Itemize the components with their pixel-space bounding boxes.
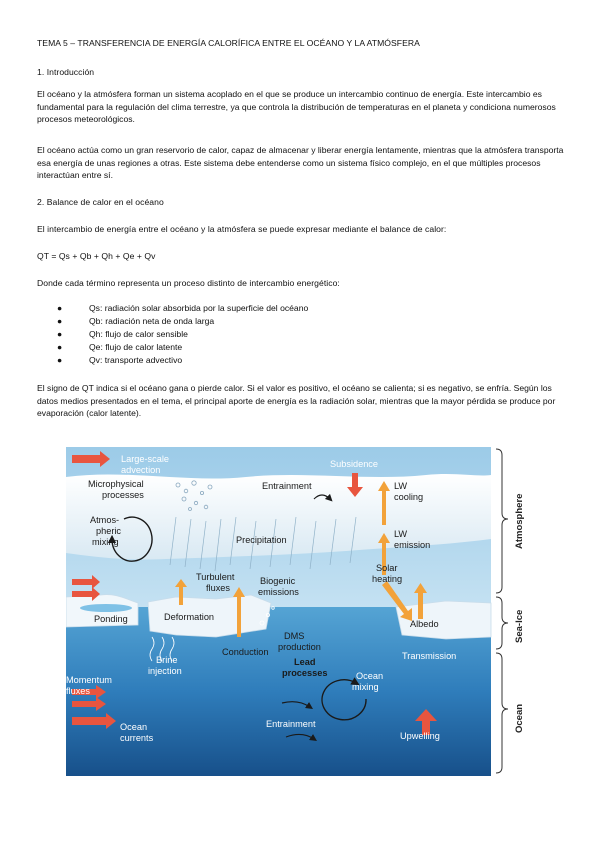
label-side-atmosphere: Atmosphere — [514, 493, 525, 549]
label-ocean-mixing-1: Ocean — [356, 671, 384, 681]
label-dms: DMS — [284, 631, 305, 641]
list-item: ● Qe: flujo de calor latente — [37, 341, 537, 354]
label-transmission: Transmission — [402, 651, 457, 661]
bullet-icon: ● — [57, 355, 63, 366]
label-lw-cooling-2: cooling — [394, 492, 424, 502]
melt-pond — [80, 604, 132, 612]
label-entrainment-top: Entrainment — [262, 481, 312, 491]
terms-list — [37, 302, 537, 367]
label-lw-emission-1: LW — [394, 529, 408, 539]
heat-balance-equation: QT = Qs + Qb + Qh + Qe + Qv — [37, 251, 156, 261]
label-lead: Lead — [294, 657, 316, 667]
label-ponding: Ponding — [94, 614, 128, 624]
label-upwelling: Upwelling — [400, 731, 440, 741]
label-lead-processes: processes — [282, 668, 328, 678]
label-atmos: Atmos- — [90, 515, 120, 525]
list-item: ● Qs: radiación solar absorbida por la superficie del océano — [37, 302, 537, 315]
document-title: TEMA 5 – TRANSFERENCIA DE ENERGÍA CALORÍFICA ENTRE EL OCÉANO Y LA ATMÓSFERA — [37, 38, 420, 48]
label-advection: advection — [121, 465, 161, 475]
label-momentum: Momentum — [66, 675, 112, 685]
domain-brackets — [496, 449, 508, 773]
intro-paragraph-1: El océano y la atmósfera forman un sistema acoplado en el que se produce un intercambio continuo de energía. Este intercambio es fundamental para la regulación del clima terrestre, ya que controla la distribución de temperaturas en el planeta y condiciona numerosos procesos meteorológicos. — [37, 89, 556, 125]
bullet-icon: ● — [57, 316, 63, 327]
label-ocean-currents-1: Ocean — [120, 722, 148, 732]
label-lw-cooling-1: LW — [394, 481, 408, 491]
list-item: ● Qv: transporte advectivo — [37, 354, 537, 367]
label-deformation: Deformation — [164, 612, 215, 622]
section-2-heading: 2. Balance de calor en el océano — [37, 197, 164, 207]
figure-illustration — [66, 447, 534, 776]
label-side-ocean: Ocean — [514, 703, 525, 733]
balance-intro: El intercambio de energía entre el océano y la atmósfera se puede expresar mediante el balance de calor: — [37, 224, 447, 234]
bullet-icon: ● — [57, 329, 63, 340]
label-turbulent: Turbulent — [196, 572, 235, 582]
label-entrainment-bottom: Entrainment — [266, 719, 316, 729]
label-production: production — [278, 642, 321, 652]
label-microphysical: Microphysical — [88, 479, 144, 489]
bullet-icon: ● — [57, 303, 63, 313]
label-momentum-fluxes: fluxes — [66, 686, 91, 696]
label-biogenic: Biogenic — [260, 576, 296, 586]
label-lw-emission-2: emission — [394, 540, 431, 550]
label-large-scale: Large-scale — [121, 454, 170, 464]
label-precipitation: Precipitation — [236, 535, 287, 545]
section-1-heading: 1. Introducción — [37, 67, 95, 77]
label-ocean-currents-2: currents — [120, 733, 154, 743]
intro-paragraph-2: El océano actúa como un gran reservorio de calor, capaz de almacenar y liberar energía lentamente, mientras que la atmósfera transporta esa energía de unas regiones a otras. Este sistema debe entenderse como un sistema físico complejo, en el que múltiples procesos interactúan entre sí. — [37, 145, 564, 181]
label-side-seaice: Sea-Ice — [514, 609, 525, 643]
label-emissions: emissions — [258, 587, 299, 597]
label-mixing: mixing — [92, 537, 119, 547]
list-item: ● Qb: radiación neta de onda larga — [37, 315, 537, 328]
ocean-atmosphere-figure — [66, 447, 534, 776]
terms-intro: Donde cada término representa un proceso distinto de intercambio energético: — [37, 278, 340, 288]
label-injection: injection — [148, 666, 182, 676]
list-item: ● Qh: flujo de calor sensible — [37, 328, 537, 341]
label-conduction: Conduction — [222, 647, 269, 657]
label-brine: Brine — [156, 655, 178, 665]
label-fluxes: fluxes — [206, 583, 231, 593]
label-ocean-mixing-2: mixing — [352, 682, 379, 692]
label-albedo: Albedo — [410, 619, 439, 629]
label-subsidence: Subsidence — [330, 459, 379, 469]
conclusion-paragraph: El signo de QT indica si el océano gana o pierde calor. Si el valor es positivo, el océano se calienta; si es negativo, se enfría. Según los datos medios presentados en el tema, el principal aporte de energía es la radiación solar, mientras que la mayor pérdida se produce por evaporación (calor latente). — [37, 383, 556, 419]
label-solar: Solar — [376, 563, 398, 573]
label-heating: heating — [372, 574, 403, 584]
label-processes: processes — [102, 490, 144, 500]
bullet-icon: ● — [57, 342, 63, 353]
label-pheric: pheric — [96, 526, 122, 536]
